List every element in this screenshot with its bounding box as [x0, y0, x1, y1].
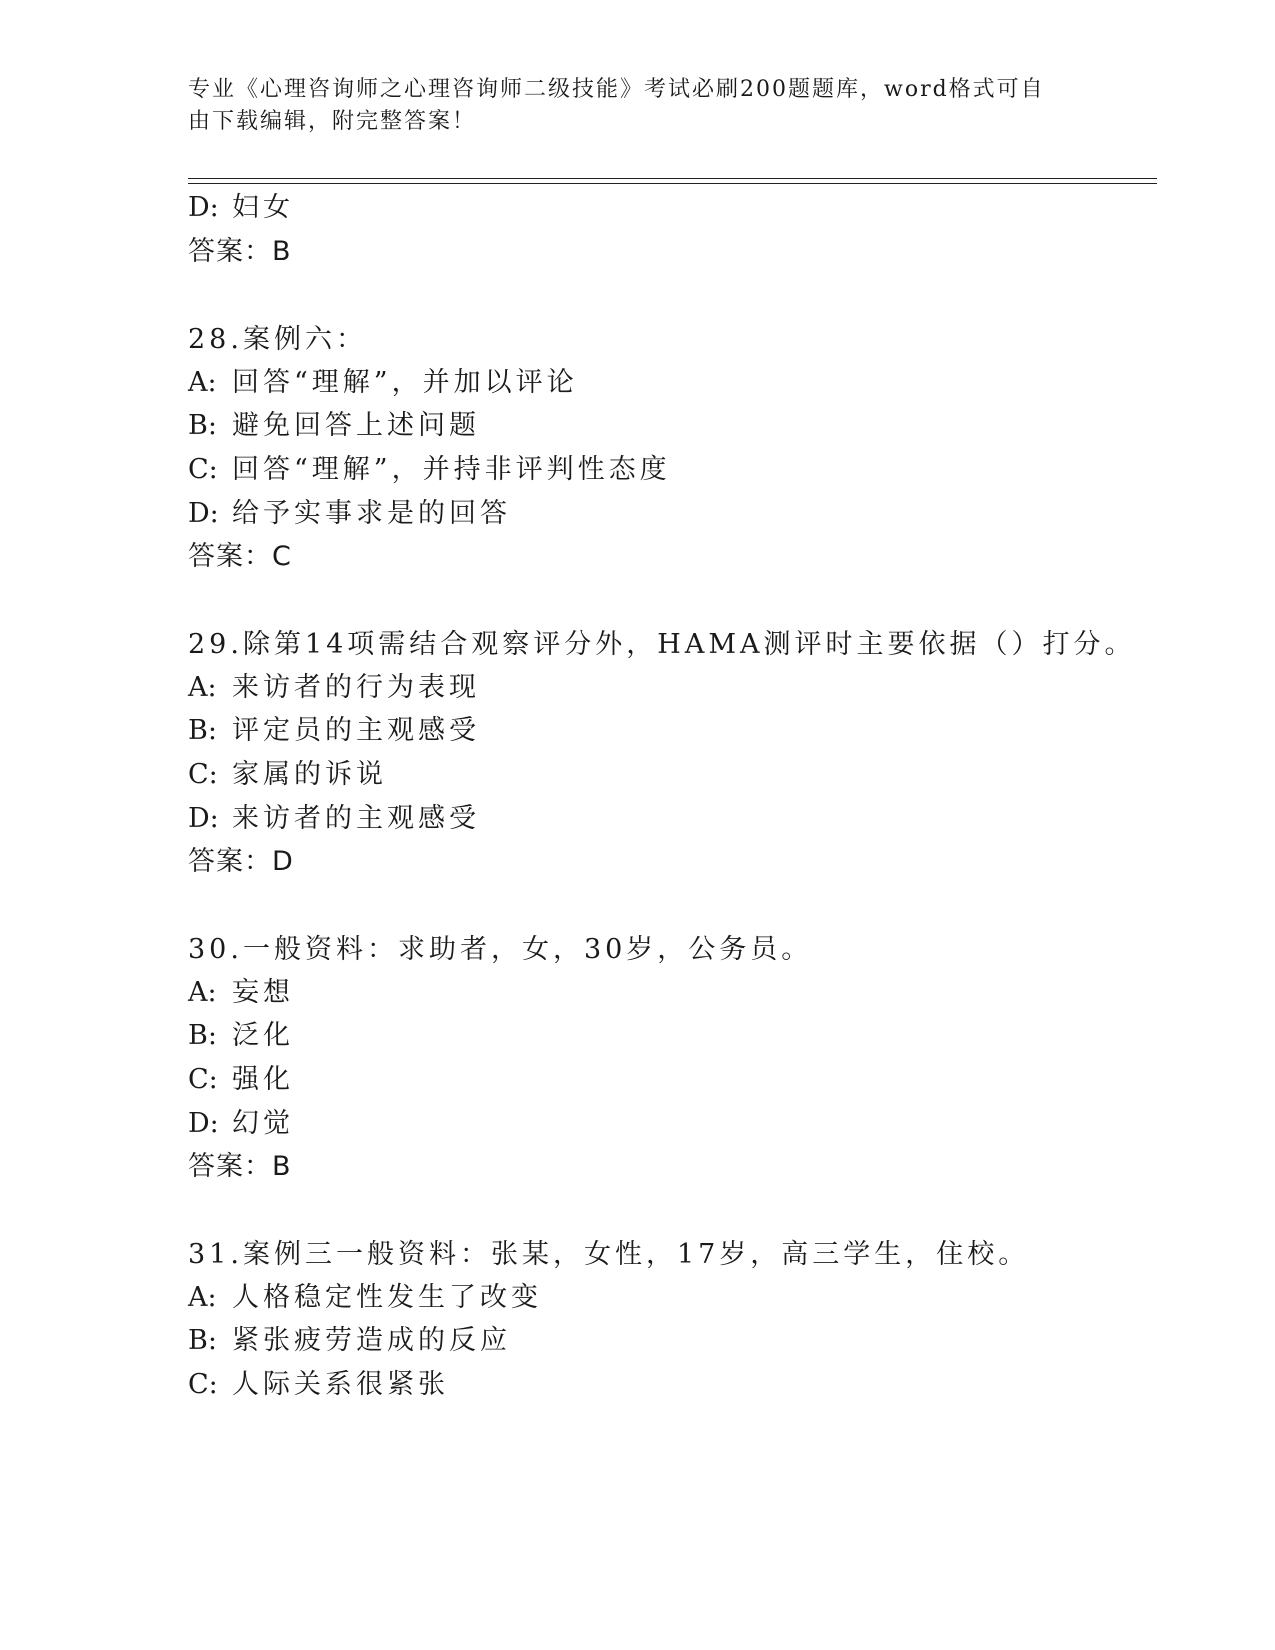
question-stem: 28.案例六： [188, 324, 367, 355]
option-text: 家属的诉说 [232, 759, 387, 790]
option-letter: D: [188, 1108, 219, 1139]
option-text: 评定员的主观感受 [232, 715, 480, 746]
option-text: 来访者的行为表现 [232, 672, 480, 703]
option-b [188, 1018, 294, 1054]
option-a [188, 670, 480, 706]
question-stem: 31.案例三一般资料：张某，女性，17岁，高三学生，住校。 [188, 1239, 1030, 1270]
option-text: 人格稳定性发生了改变 [232, 1282, 542, 1313]
answer-line: 答案：B [188, 236, 292, 267]
option-text: 回答“理解”，并持非评判性态度 [232, 454, 671, 485]
option-letter: C: [188, 1064, 218, 1095]
option-letter: B: [188, 1325, 217, 1356]
option-text: 来访者的主观感受 [232, 803, 480, 834]
option-text: 泛化 [232, 1020, 294, 1051]
option-text: 人际关系很紧张 [232, 1369, 449, 1400]
header-line-2: 由下载编辑，附完整答案！ [188, 109, 477, 134]
option-c [188, 1367, 449, 1403]
answer-line: 答案：C [188, 541, 292, 572]
option-c [188, 452, 671, 488]
option-a [188, 975, 294, 1011]
option-b [188, 408, 480, 444]
document-header [188, 74, 1068, 138]
option-d [188, 1106, 294, 1142]
option-b [188, 1323, 511, 1359]
option-text: 避免回答上述问题 [232, 410, 480, 441]
option-a [188, 1280, 542, 1316]
option-text: 妄想 [232, 977, 294, 1008]
answer-line: 答案：D [188, 846, 294, 877]
option-d [188, 190, 294, 226]
option-letter: D: [188, 803, 219, 834]
option-letter: D: [188, 498, 219, 529]
option-letter: D: [188, 192, 219, 223]
option-c [188, 757, 387, 793]
option-text: 强化 [232, 1064, 294, 1095]
question-stem: 30.一般资料：求助者，女，30岁，公务员。 [188, 934, 813, 965]
option-letter: A: [188, 367, 217, 398]
option-d [188, 496, 511, 532]
header-line-1: 专业《心理咨询师之心理咨询师二级技能》考试必刷200题题库，word格式可自 [188, 77, 1045, 102]
option-letter: C: [188, 1369, 218, 1400]
option-d [188, 801, 480, 837]
option-text: 紧张疲劳造成的反应 [232, 1325, 511, 1356]
option-letter: A: [188, 672, 217, 703]
option-letter: C: [188, 759, 218, 790]
answer-line: 答案：B [188, 1151, 292, 1182]
option-text: 回答“理解”，并加以评论 [232, 367, 578, 398]
option-letter: B: [188, 1020, 217, 1051]
option-letter: B: [188, 410, 217, 441]
option-letter: B: [188, 715, 217, 746]
option-letter: A: [188, 1282, 217, 1313]
option-letter: C: [188, 454, 218, 485]
option-c [188, 1062, 294, 1098]
option-b [188, 713, 480, 749]
question-stem: 29.除第14项需结合观察评分外，HAMA测评时主要依据（）打分。 [188, 629, 1136, 660]
option-letter: A: [188, 977, 217, 1008]
option-a [188, 365, 578, 401]
header-divider-top [188, 178, 1157, 179]
option-text: 妇女 [232, 192, 294, 223]
option-text: 幻觉 [232, 1108, 294, 1139]
header-divider-bottom [188, 183, 1157, 184]
option-text: 给予实事求是的回答 [232, 498, 511, 529]
